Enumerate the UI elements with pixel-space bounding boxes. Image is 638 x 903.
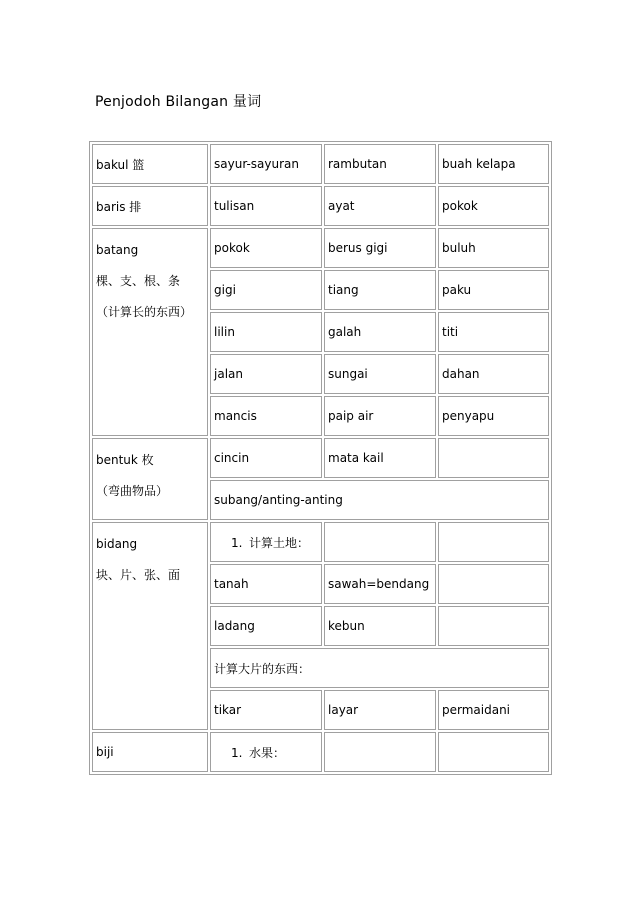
head-word: batang [96,243,139,257]
table-row [92,228,549,268]
head-word: bidang [96,537,138,551]
table-cell: cincin [210,438,322,478]
table-cell [438,522,549,562]
table-cell: 计算大片的东西： [210,648,549,688]
table-cell: sungai [324,354,436,394]
table-cell: tiang [324,270,436,310]
table-cell: subang/anting-anting [210,480,549,520]
table-cell: dahan [438,354,549,394]
head-chinese: 棵、支、根、条 [96,274,181,288]
table-cell [438,438,549,478]
table-cell: tanah [210,564,322,604]
row-head-biji: biji [92,732,208,772]
table-cell: permaidani [438,690,549,730]
table-cell: jalan [210,354,322,394]
table-cell: pokok [438,186,549,226]
table-cell: ladang [210,606,322,646]
table-cell: mata kail [324,438,436,478]
head-note: （计算长的东西） [96,305,193,319]
table-row [92,732,549,772]
table-cell: paku [438,270,549,310]
row-head-baris: baris 排 [92,186,208,226]
row-head-bentuk [92,438,208,520]
list-number: 1. [231,535,243,550]
table-cell [438,606,549,646]
head-note: （弯曲物品） [96,484,169,498]
table-cell: tikar [210,690,322,730]
penjodoh-bilangan-table [89,141,552,775]
list-text: 水果： [249,745,286,760]
table-cell: sawah=bendang [324,564,436,604]
table-cell: layar [324,690,436,730]
table-cell [438,732,549,772]
table-cell: ayat [324,186,436,226]
table-row [92,522,549,562]
table-cell [210,732,322,772]
table-cell: penyapu [438,396,549,436]
head-chinese: 块、片、张、面 [96,568,181,582]
table-cell [324,522,436,562]
table-cell [324,732,436,772]
head-word: bentuk 枚 [96,453,154,467]
table-cell: rambutan [324,144,436,184]
table-cell [438,564,549,604]
row-head-batang [92,228,208,436]
list-number: 1. [231,745,243,760]
table-cell: pokok [210,228,322,268]
list-text: 计算土地： [249,535,310,550]
table-cell: gigi [210,270,322,310]
table-cell: berus gigi [324,228,436,268]
table-cell: kebun [324,606,436,646]
table-row [92,144,549,184]
table-cell: sayur-sayuran [210,144,322,184]
table-row [92,438,549,478]
table-cell: buah kelapa [438,144,549,184]
page-title: Penjodoh Bilangan 量词 [95,94,262,110]
table-cell: mancis [210,396,322,436]
table-cell: tulisan [210,186,322,226]
table-cell: titi [438,312,549,352]
row-head-bakul: bakul 篮 [92,144,208,184]
table-cell [210,522,322,562]
table-cell: lilin [210,312,322,352]
table-row [92,186,549,226]
row-head-bidang [92,522,208,730]
table-cell: galah [324,312,436,352]
table-cell: buluh [438,228,549,268]
table-cell: paip air [324,396,436,436]
